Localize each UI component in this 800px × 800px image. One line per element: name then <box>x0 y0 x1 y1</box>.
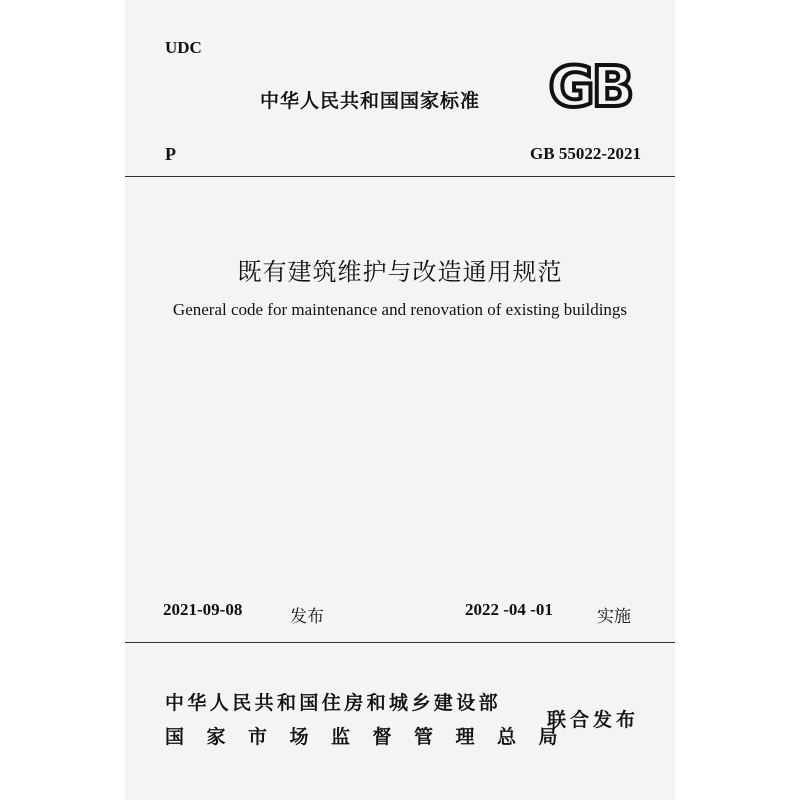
footer-divider <box>125 642 675 643</box>
udc-label: UDC <box>165 38 202 57</box>
issuer-ministry: 中华人民共和国住房和城乡建设部 <box>165 692 502 714</box>
implementation-date: 2022 -04 -01 <box>465 600 553 619</box>
gb-logo-text: GB <box>548 58 632 112</box>
issue-label: 发布 <box>290 607 324 627</box>
gb-logo <box>540 58 640 112</box>
implementation-label: 实施 <box>597 607 631 627</box>
standard-number: GB 55022-2021 <box>530 144 641 163</box>
joint-issue-label: 联合发布 <box>547 709 640 731</box>
header-divider <box>125 176 675 177</box>
title-english: General code for maintenance and renovation of existing buildings <box>172 300 628 319</box>
issuer-administration: 国家市场监督管理总局 <box>165 726 581 748</box>
issue-date: 2021-09-08 <box>163 600 243 619</box>
standard-type-label: 中华人民共和国国家标准 <box>260 90 481 112</box>
classification-code: P <box>165 144 176 164</box>
standard-cover-page <box>125 0 675 800</box>
title-chinese: 既有建筑维护与改造通用规范 <box>237 260 563 286</box>
